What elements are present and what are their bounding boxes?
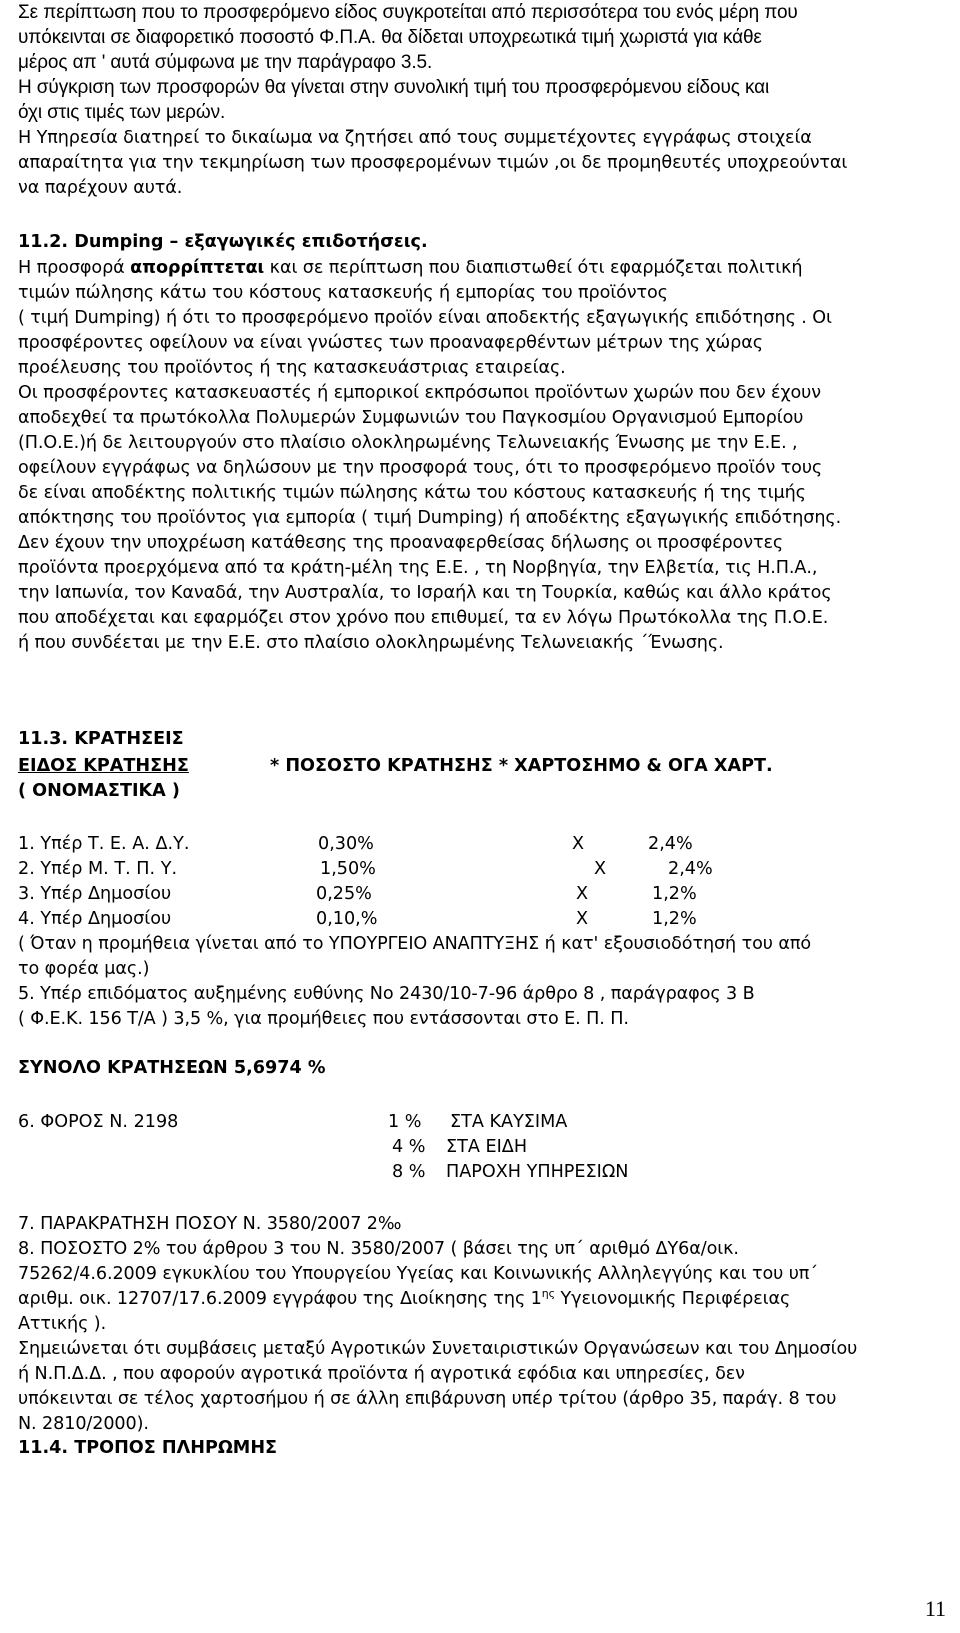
dumping-line-end: και σε περίπτωση που διαπιστωθεί ότι εφαρμόζεται πολιτική <box>264 258 803 278</box>
rejected-emphasis: απορρίπτεται <box>130 258 265 278</box>
intro-line: υπόκεινται σε διαφορετικό ποσοστό Φ.Π.Α. θα δίδεται υποχρεωτικά τιμή χωριστά για κάθε <box>18 27 762 48</box>
remark-line: ή Ν.Π.Δ.Δ. , που αφορούν αγροτικά προϊόντα ή αγροτικά εφόδια και υπηρεσίες, δεν <box>18 1364 745 1384</box>
section-heading-11-2: 11.2. Dumping – εξαγωγικές επιδοτήσεις. <box>18 232 428 252</box>
dumping-line: που αποδέχεται και εφαρμόζει στον χρόνο που επιθυμεί, τα εν λόγω Πρωτόκολλα της Π.Ο.Ε. <box>18 608 829 628</box>
deduction-pct: 0,10,% <box>316 909 378 929</box>
dumping-line: οφείλουν εγγράφως να δηλώσουν με την προσφορά τους, ότι το προσφερόμενο προϊόν τους <box>18 458 823 478</box>
tax-desc: ΣΤΑ ΚΑΥΣΙΜΑ <box>450 1112 568 1132</box>
deductions-total: ΣΥΝΟΛΟ ΚΡΑΤΗΣΕΩΝ 5,6974 % <box>18 1058 326 1078</box>
dumping-line: προϊόντα προερχόμενα από τα κράτη-μέλη της Ε.Ε. , τη Νορβηγία, την Ελβετία, τις Η.Π.Α., <box>18 558 818 578</box>
tax-label: 6. ΦΟΡΟΣ Ν. 2198 <box>18 1112 179 1132</box>
deduction-label: 1. Υπέρ Τ. Ε. Α. Δ.Υ. <box>18 834 190 854</box>
dumping-line-start: Η προσφορά <box>18 258 131 278</box>
tax-pct: 8 % <box>392 1162 426 1182</box>
dumping-line: (Π.Ο.Ε.)ή δε λειτουργούν στο πλαίσιο ολοκληρωμένης Τελωνειακής Ένωσης με την Ε.Ε. , <box>18 433 798 453</box>
dumping-line: ( τιμή Dumping) ή ότι το προσφερόμενο προϊόν είναι αποδεκτής εξαγωγικής επιδότησης . Οι <box>18 308 832 328</box>
dumping-line: ή που συνδέεται με την Ε.Ε. στο πλαίσιο ολοκληρωμένης Τελωνειακής ΄Ένωσης. <box>18 633 724 653</box>
dumping-line: Δεν έχουν την υποχρέωση κατάθεσης της προαναφερθείσας δήλωσης οι προσφέροντες <box>18 533 784 553</box>
deduction-notes <box>18 932 938 1032</box>
item-8-line <box>18 1287 938 1312</box>
deduction-stamp: 1,2% <box>652 909 697 929</box>
item-8-line: Αττικής ). <box>18 1314 107 1334</box>
dumping-line: Οι προσφέροντες κατασκευαστές ή εμπορικοί εκπρόσωποι προϊόντων χωρών που δεν έχουν <box>18 383 821 403</box>
deduction-pct: 0,30% <box>318 834 374 854</box>
deduction-x: Χ <box>576 884 589 904</box>
deduction-x: Χ <box>572 834 585 854</box>
note-line: ( Όταν η προμήθεια γίνεται από το ΥΠΟΥΡΓΕΙΟ ΑΝΑΠΤΥΞΗΣ ή κατ' εξουσιοδότησή του από <box>18 934 811 954</box>
deduction-label: 3. Υπέρ Δημοσίου <box>18 884 172 904</box>
page-number: 11 <box>924 1596 946 1621</box>
item-7: 7. ΠΑΡΑΚΡΑΤΗΣΗ ΠΟΣΟΥ Ν. 3580/2007 2‰ <box>18 1214 402 1234</box>
dumping-line: προέλευσης του προϊόντος ή της κατασκευάστριας εταιρείας. <box>18 358 566 378</box>
item-8-line: 8. ΠΟΣΟΣΤΟ 2% του άρθρου 3 του Ν. 3580/2007 ( βάσει της υπ΄ αριθμό ΔΥ6α/οικ. <box>18 1239 739 1259</box>
item-8-text: αριθμ. οικ. 12707/17.6.2009 εγγράφου της Διοίκησης της 1 <box>18 1289 542 1309</box>
col-header-type: ΕΙΔΟΣ ΚΡΑΤΗΣΗΣ <box>18 756 189 776</box>
item-8-line: 75262/4.6.2009 εγκυκλίου του Υπουργείου Υγείας και Κοινωνικής Αλληλεγγύης και του υπ΄ <box>18 1264 818 1284</box>
remark-line: Ν. 2810/2000). <box>18 1414 149 1434</box>
note-line: το φορέα μας.) <box>18 959 150 979</box>
rights-line: να παρέχουν αυτά. <box>18 178 183 198</box>
dumping-paragraph <box>18 256 938 656</box>
rights-line: Η Υπηρεσία διατηρεί το δικαίωμα να ζητήσει από τους συμμετέχοντες εγγράφως στοιχεία <box>18 128 812 148</box>
deduction-label: 2. Υπέρ Μ. Τ. Π. Υ. <box>18 859 178 879</box>
deduction-pct: 1,50% <box>320 859 376 879</box>
section-heading-11-4: 11.4. ΤΡΟΠΟΣ ΠΛΗΡΩΜΗΣ <box>18 1438 278 1458</box>
note-line: 5. Υπέρ επιδόματος αυξημένης ευθύνης Νο 2430/10-7-96 άρθρο 8 , παράγραφος 3 Β <box>18 984 755 1004</box>
deduction-label: 4. Υπέρ Δημοσίου <box>18 909 172 929</box>
dumping-line: δε είναι αποδέκτης πολιτικής τιμών πώλησης κάτω του κόστους κατασκευής ή της τιμής <box>18 483 806 503</box>
rights-line: απαραίτητα για την τεκμηρίωση των προσφερομένων τιμών ,οι δε προμηθευτές υποχρεούνται <box>18 153 848 173</box>
deduction-stamp: 1,2% <box>652 884 697 904</box>
section-heading-11-3: 11.3. ΚΡΑΤΗΣΕΙΣ <box>18 729 184 749</box>
intro-line: Η σύγκριση των προσφορών θα γίνεται στην συνολική τιμή του προσφερόμενου είδους και <box>18 77 770 98</box>
items-7-8 <box>18 1212 938 1437</box>
tax-desc: ΣΤΑ ΕΙΔΗ <box>446 1137 528 1157</box>
deduction-x: Χ <box>576 909 589 929</box>
deduction-stamp: 2,4% <box>668 859 713 879</box>
deduction-stamp: 2,4% <box>648 834 693 854</box>
col-header-rates: * ΠΟΣΟΣΤΟ ΚΡΑΤΗΣΗΣ * ΧΑΡΤΟΣΗΜΟ & ΟΓΑ ΧΑΡΤ. <box>270 756 773 776</box>
dumping-line: την Ιαπωνία, τον Καναδά, την Αυστραλία, το Ισραήλ και τη Τουρκία, καθώς και άλλο κράτος <box>18 583 832 603</box>
remark-line: υπόκεινται σε τέλος χαρτοσήμου ή σε άλλη επιβάρυνση υπέρ τρίτου (άρθρο 35, παράγ. 8 του <box>18 1389 837 1409</box>
rights-paragraph <box>18 126 938 201</box>
deduction-pct: 0,25% <box>316 884 372 904</box>
dumping-line: απόκτησης του προϊόντος για εμπορία ( τιμή Dumping) ή αποδέκτης εξαγωγικής επιδότησης. <box>18 508 842 528</box>
intro-line: μέρος απ ' αυτά σύμφωνα με την παράγραφο 3.5. <box>18 52 433 73</box>
dumping-line: αποδεχθεί τα πρωτόκολλα Πολυμερών Συμφωνιών του Παγκοσμίου Οργανισμού Εμπορίου <box>18 408 804 428</box>
remark-line: Σημειώνεται ότι συμβάσεις μεταξύ Αγροτικών Συνεταιριστικών Οργανώσεων και του Δημοσίου <box>18 1339 858 1359</box>
tax-desc: ΠΑΡΟΧΗ ΥΠΗΡΕΣΙΩΝ <box>446 1162 629 1182</box>
ordinal-superscript: ης <box>541 1287 556 1300</box>
dumping-line <box>18 256 938 281</box>
intro-line: όχι στις τιμές των μερών. <box>18 102 226 123</box>
col-header-nominal: ( ΟΝΟΜΑΣΤΙΚΑ ) <box>18 781 180 801</box>
intro-paragraph <box>18 0 938 125</box>
deduction-x: Χ <box>594 859 607 879</box>
item-8-text: Υγειονομικής Περιφέρειας <box>555 1289 791 1309</box>
note-line: ( Φ.Ε.Κ. 156 Τ/Α ) 3,5 %, για προμήθειες που εντάσσονται στο Ε. Π. Π. <box>18 1009 629 1029</box>
tax-pct: 1 % <box>388 1112 422 1132</box>
dumping-line: τιμών πώλησης κάτω του κόστους κατασκευής ή εμπορίας του προϊόντος <box>18 283 668 303</box>
intro-line: Σε περίπτωση που το προσφερόμενο είδος συγκροτείται από περισσότερα του ενός μέρη που <box>18 2 798 23</box>
dumping-line: προσφέροντες οφείλουν να είναι γνώστες των προαναφερθέντων μέτρων της χώρας <box>18 333 763 353</box>
tax-pct: 4 % <box>392 1137 426 1157</box>
